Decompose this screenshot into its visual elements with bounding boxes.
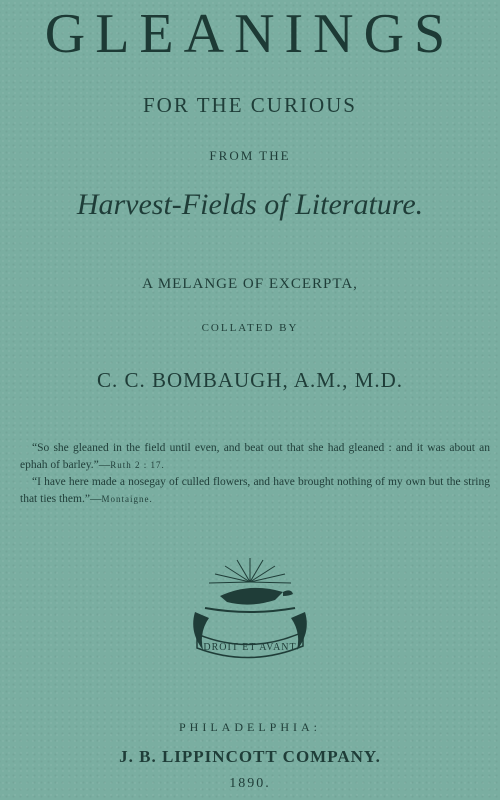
lamp-emblem-icon [175,552,325,667]
main-title: GLEANINGS [44,3,456,65]
melange-line: A MELANGE OF EXCERPTA, [142,276,358,292]
imprint-place: PHILADELPHIA: [179,720,321,734]
oil-lamp-icon [220,588,283,605]
epigraph-1 [20,440,490,474]
epigraph-1-attribution: Ruth 2 : 17. [110,460,165,470]
collated-by: COLLATED BY [201,322,299,334]
epigraph-2-attribution: Montaigne. [101,494,153,504]
subtitle-line-2: FROM THE [209,148,291,163]
imprint-publisher: J. B. LIPPINCOTT COMPANY. [119,747,381,766]
author-name: C. C. BOMBAUGH, A.M., M.D. [96,368,404,392]
epigraphs [20,440,490,508]
subtitle-line-1: FOR THE CURIOUS [143,93,357,117]
epigraph-2-text: “I have here made a nosegay of culled flowers, and have brought nothing of my own but the string that ties them.”— [20,476,490,505]
subtitle-italic: Harvest-Fields of Literature. [76,188,424,221]
emblem-motto: DROIT ET AVANT [203,642,297,653]
imprint-year: 1890. [229,776,271,791]
epigraph-2 [20,474,490,508]
epigraph-1-text: “So she gleaned in the field until even, and beat out that she had gleaned : and it was about an ephah of barley.”— [20,442,490,471]
sun-rays-icon [209,558,291,583]
